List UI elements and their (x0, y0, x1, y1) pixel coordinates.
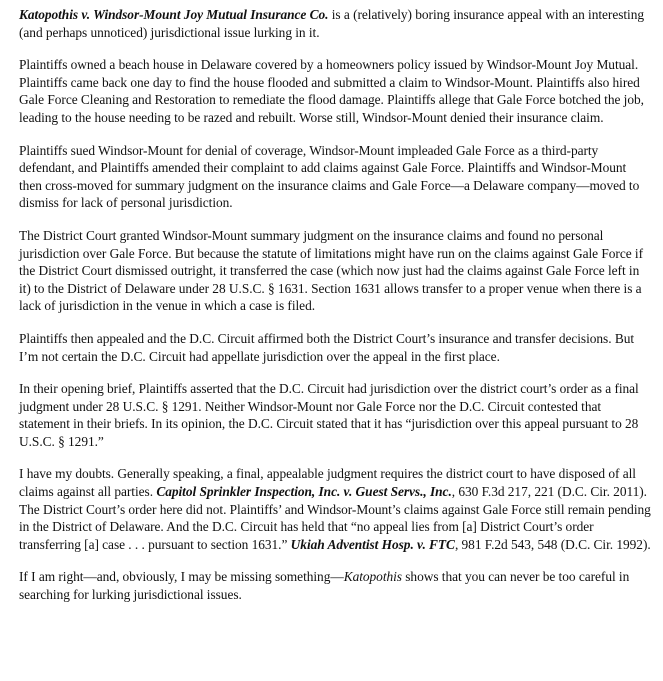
case-name-katopothis-short: Katopothis (343, 569, 402, 585)
paragraph-text: I have my doubts. Generally speaking, a final, appealable judgment requires the district court to have disposed of all claims against all parties. (19, 466, 636, 500)
paragraph-conclusion (19, 568, 651, 603)
paragraph-text: The District Court granted Windsor-Mount summary judgment on the insurance claims and found no personal jurisdiction over Gale Force. But because the statute of limitations might have run on the claims against Gale Force if the District Court dismissed outright, it transferred the case (which now just had the claims against Gale Force left in it) to the District of Delaware under 28 U.S.C. § 1631. Section 1631 allows transfer to a proper venue when there is a lack of jurisdiction in the venue in which a case is filed. (19, 227, 643, 314)
paragraph-appeal (19, 330, 651, 365)
case-name-katopothis: Katopothis v. Windsor-Mount Joy Mutual Insurance Co. (19, 7, 329, 22)
paragraph-text: In their opening brief, Plaintiffs asserted that the D.C. Circuit had jurisdiction over the district court’s order as a final judgment under 28 U.S.C. § 1291. Neither Windsor-Mount nor Gale Force nor the D.C. Circuit contested that statement in their briefs. In its opinion, the D.C. Circuit stated that it has “jurisdiction over this appeal pursuant to 28 U.S.C. § 1291.” (19, 381, 639, 449)
paragraph-intro (19, 6, 651, 41)
paragraph-text: If I am right—and, obviously, I may be missing something— (19, 569, 344, 585)
paragraph-text: Plaintiffs sued Windsor-Mount for denial of coverage, Windsor-Mount impleaded Gale Force as a third-party defendant, and Plaintiffs amended their complaint to add claims against Gale Force. Plaintiffs and Windsor-Mount then cross-moved for summary judgment on the insurance claims and Gale Force—a Delaware company—moved to dismiss for lack of personal jurisdiction. (19, 142, 640, 211)
paragraph-text: Plaintiffs owned a beach house in Delaware covered by a homeowners policy issued by Windsor-Mount Joy Mutual. Plaintiffs came back one day to find the house flooded and submitted a claim to Windsor-Mount. Plaintiffs also hired Gale Force Cleaning and Restoration to remediate the flood damage. Plaintiffs allege that Gale Force botched the job, leading to the house needing to be razed and rebuilt. Worse still, Windsor-Mount denied their insurance claim. (19, 57, 644, 125)
case-name-ukiah: Ukiah Adventist Hosp. v. FTC (290, 536, 455, 552)
paragraph-text: , 981 F.2d 543, 548 (D.C. Cir. 1992). (454, 536, 651, 552)
paragraph-doubts (19, 465, 651, 553)
paragraph-text: shows that you can never be too careful in searching for lurking jurisdictional issues. (19, 569, 630, 603)
case-name-capitol-sprinkler: Capitol Sprinkler Inspection, Inc. v. Guest Servs., Inc. (156, 484, 452, 500)
paragraph-text: Plaintiffs then appealed and the D.C. Circuit affirmed both the District Court’s insurance and transfer decisions. But I’m not certain the D.C. Circuit had appellate jurisdiction over the appeal in the first place. (19, 330, 635, 364)
paragraph-text: , 630 F.3d 217, 221 (D.C. Cir. 2011). The District Court’s order here did not. Plaintiffs’ and Windsor-Mount’s claims against Gale Force still remain pending in the District of Delaware. And the D.C. Circuit has held that “no appeal lies from [a] District Court’s order transferring [a] case . . . pursuant to section 1631.” (19, 484, 651, 552)
paragraph-opening-brief (19, 380, 651, 450)
paragraph-facts (19, 56, 651, 126)
paragraph-text: is a (relatively) boring insurance appeal with an interesting (and perhaps unnoticed) jurisdictional issue lurking in it. (19, 7, 645, 40)
paragraph-procedure (19, 142, 651, 212)
paragraph-district-court (19, 227, 651, 315)
